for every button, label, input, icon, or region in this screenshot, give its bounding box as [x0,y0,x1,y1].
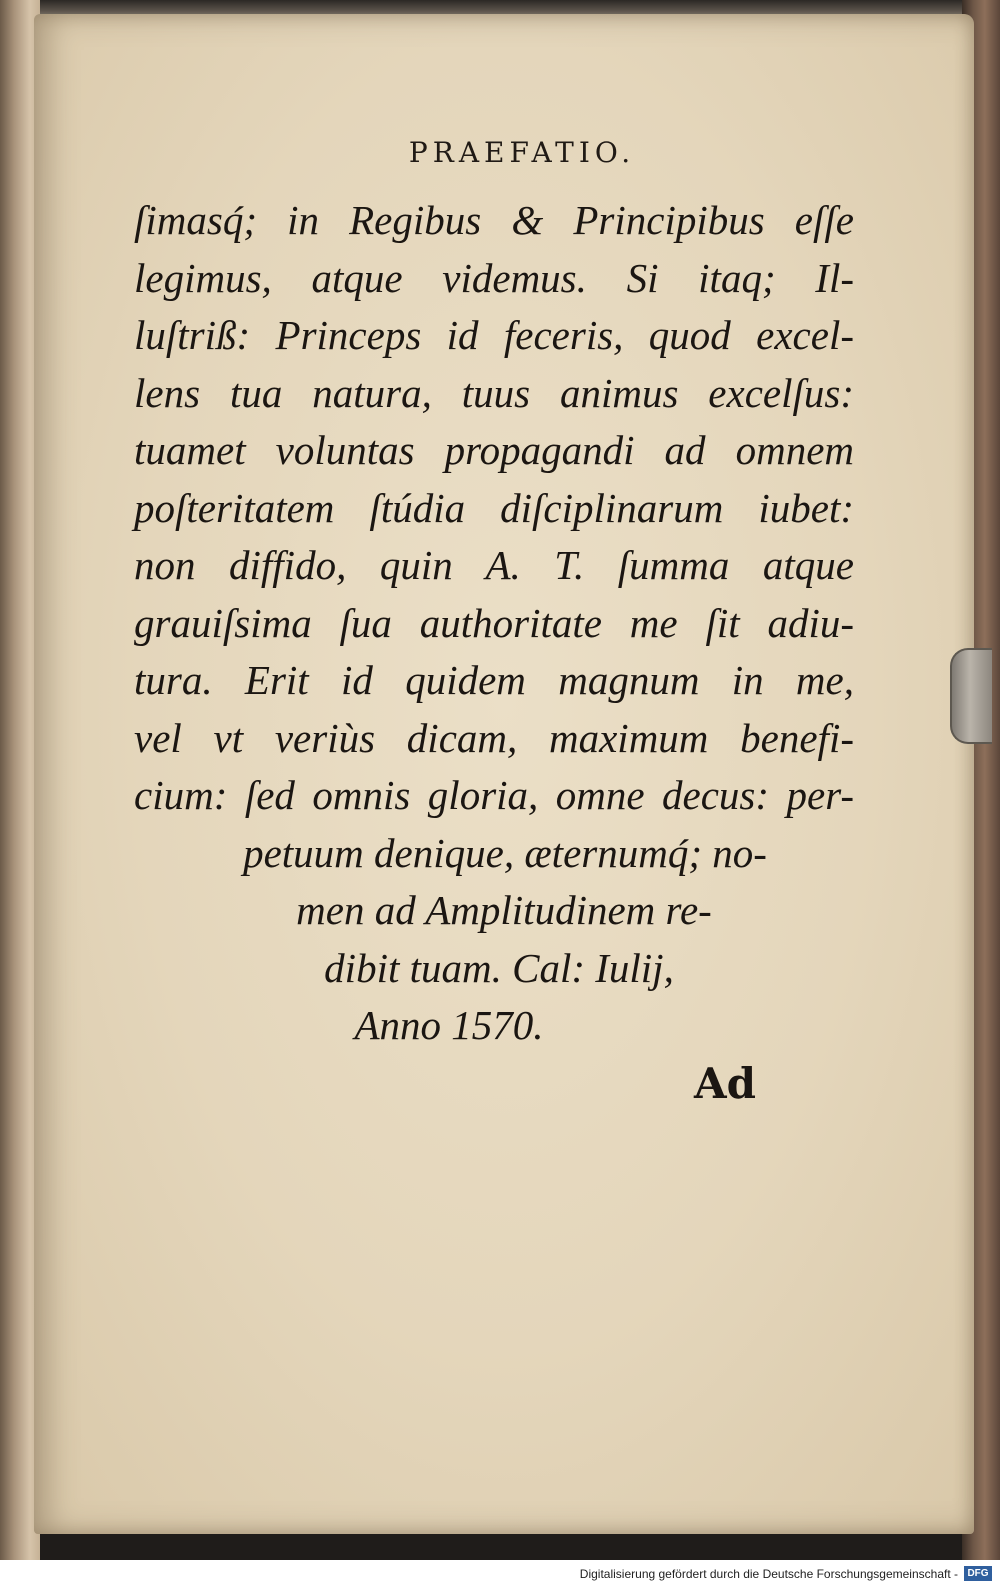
text-line: luſtriß: Princeps id feceris, quod excel- [134,312,854,358]
catchword: Ad [694,1059,756,1108]
footer-credit: Digitalisierung gefördert durch die Deutsche Forschungsgemeinschaft - [579,1567,958,1581]
page-content [34,14,974,1534]
text-line: lens tua natura, tuus animus excelſus: [134,369,854,416]
text-line: cium: ſed omnis gloria, omne decus: per- [134,772,854,818]
text-line: grauiſsima ſua authoritate me ſit adiu- [134,599,854,646]
running-header: PRAEFATIO. [408,136,636,169]
body-text [134,192,854,1055]
text-line: non diffido, quin A. T. ſumma atque [134,542,854,588]
tail-line: dibit tuam. Cal: Iulij, [324,944,674,991]
text-line: poſteritatem ſtúdia diſciplinarum iubet: [134,484,854,531]
tail-line: petuum denique, æternumq́; no- [243,829,767,876]
text-line: tura. Erit id quidem magnum in me, [134,657,854,703]
text-line: legimus, atque videmus. Si itaq; Il- [134,254,854,301]
dfg-logo-icon: DFG [964,1566,992,1581]
tail-line: men ad Amplitudinem re- [296,887,712,933]
text-line: vel vt veriùs dicam, maximum benefi- [134,714,854,761]
text-line: tuamet voluntas propagandi ad omnem [134,427,854,473]
date-line: Anno 1570. [354,1002,544,1048]
text-line: ſimasq́; in Regibus & Principibus eſſe [134,197,854,243]
footer-bar [0,1560,1000,1589]
